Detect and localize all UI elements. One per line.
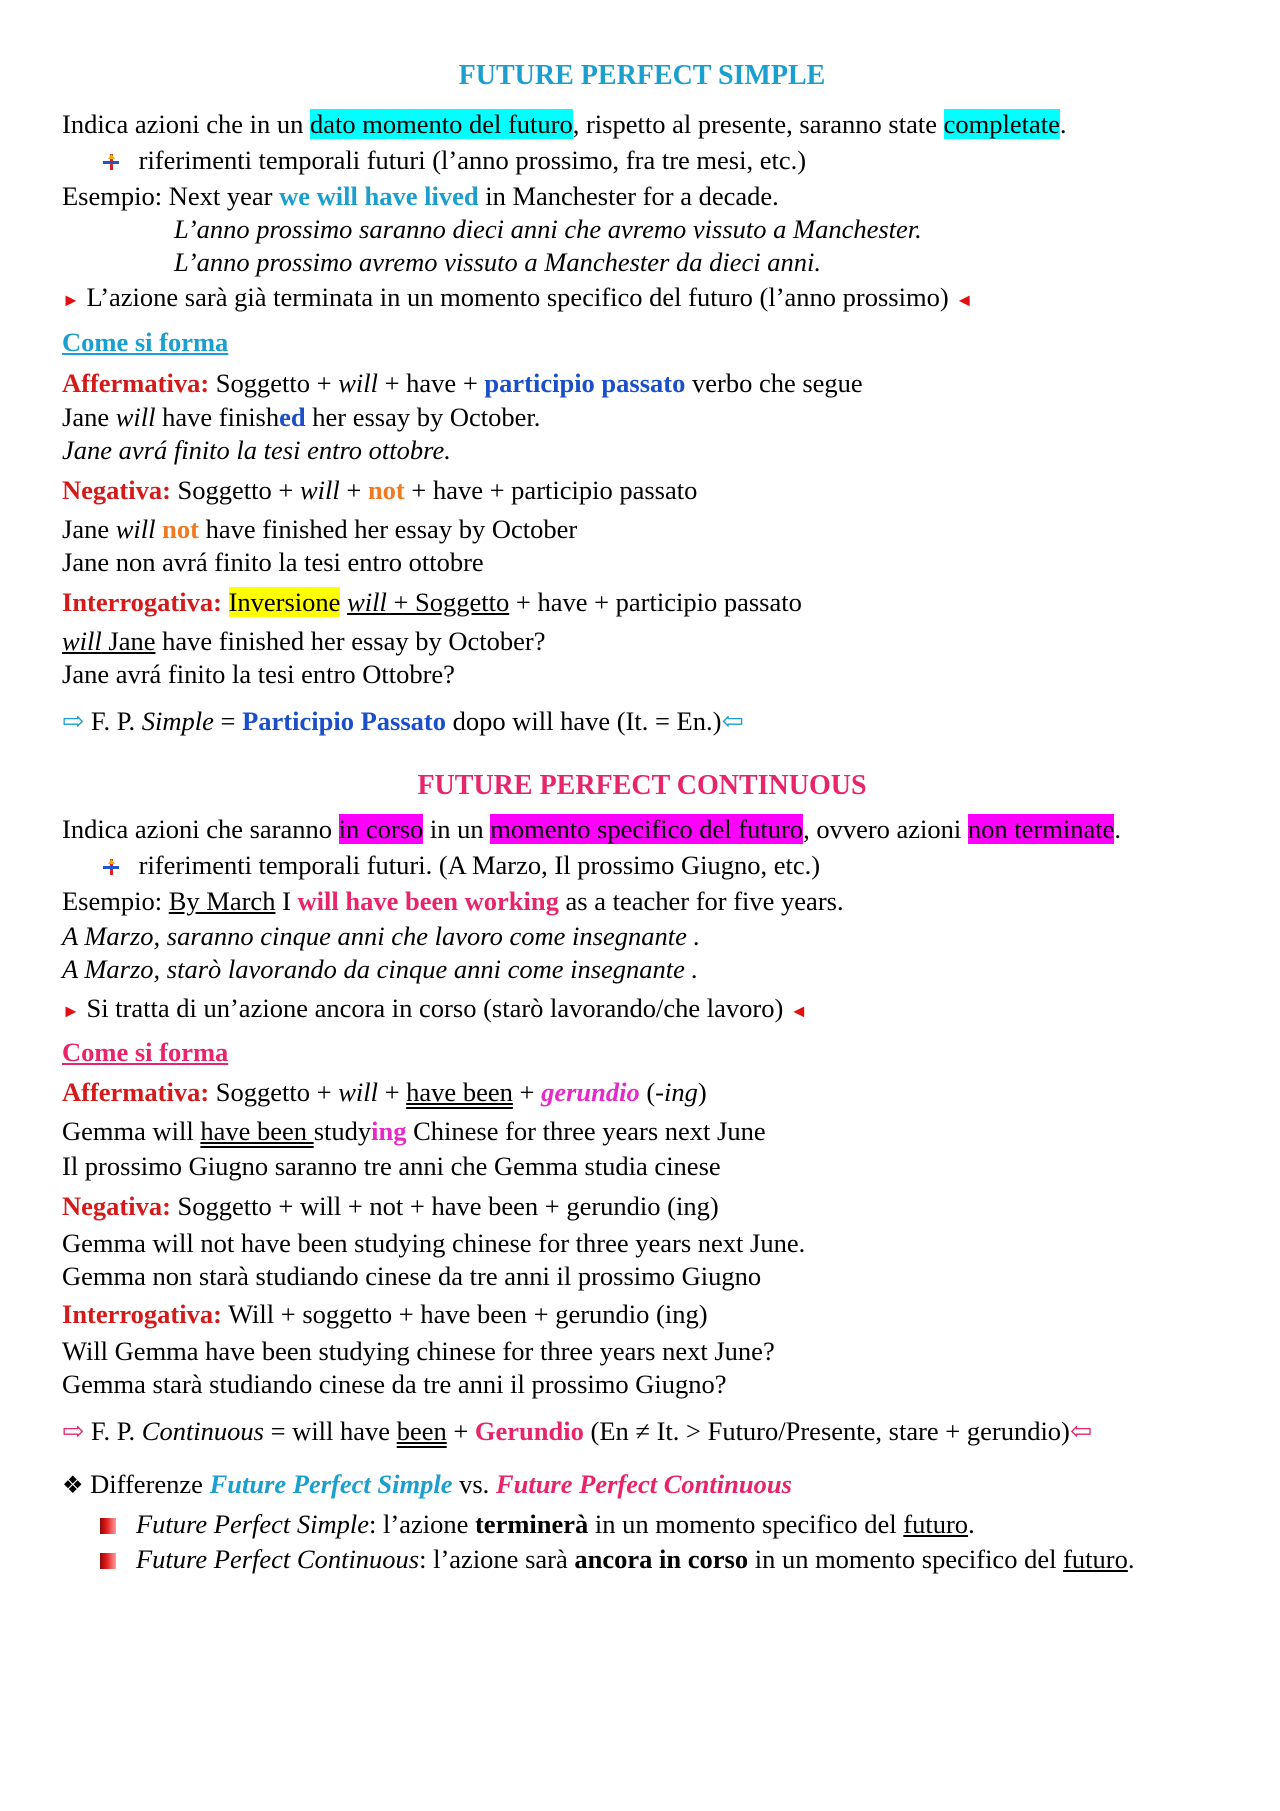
- fpc-note: ► Si tratta di un’azione ancora in corso (starò lavorando/che lavoro) ◄: [62, 993, 808, 1023]
- fps-bullet: riferimenti temporali futuri (l’anno prossimo, fra tre mesi, etc.): [102, 144, 806, 177]
- fps-example-translation-2: L’anno prossimo avremo vissuto a Manchester da dieci anni.: [174, 247, 821, 277]
- fpc-int-translation: Gemma starà studiando cinese da tre anni il prossimo Giugno?: [62, 1369, 727, 1399]
- fps-example-translation-1: L’anno prossimo saranno dieci anni che avremo vissuto a Manchester.: [174, 214, 922, 244]
- bullet-cross-icon: [102, 851, 120, 869]
- bullet-cross-icon: [102, 146, 120, 164]
- triangle-left-icon: ◄: [955, 290, 974, 310]
- fpc-neg-example: Gemma will not have been studying chinese for three years next June.: [62, 1228, 806, 1258]
- fpc-affermativa: Affermativa: Soggetto + will + have been + gerundio (-ing): [62, 1077, 707, 1107]
- highlight: non terminate: [967, 814, 1115, 844]
- fps-note: ► L’azione sarà già terminata in un momento specifico del futuro (l’anno prossimo) ◄: [62, 282, 974, 312]
- fps-int-translation: Jane avrá finito la tesi entro Ottobre?: [62, 659, 455, 689]
- diamond-icon: ❖: [62, 1473, 84, 1499]
- highlight: Inversione: [228, 587, 341, 617]
- fpc-summary: ⇨ F. P. Continuous = will have been + Gerundio (En ≠ It. > Futuro/Presente, stare + gerundio)⇦: [62, 1416, 1093, 1446]
- fps-come-si-forma: Come si forma: [62, 327, 229, 357]
- fpc-int-example: Will Gemma have been studying chinese for three years next June?: [62, 1336, 775, 1366]
- fpc-example: Esempio: By March I will have been working as a teacher for five years.: [62, 886, 844, 916]
- fpc-intro: Indica azioni che saranno in corso in un momento specifico del futuro, ovvero azioni non terminate.: [62, 814, 1121, 844]
- arrow-left-icon: ⇦: [1069, 1416, 1093, 1446]
- fps-intro: Indica azioni che in un dato momento del futuro, rispetto al presente, saranno state completate.: [62, 109, 1067, 139]
- arrow-right-icon: ⇨: [62, 706, 85, 736]
- fpc-example-translation-2: A Marzo, starò lavorando da cinque anni come insegnante .: [62, 954, 699, 984]
- highlight: in corso: [338, 814, 424, 844]
- fpc-bullet: riferimenti temporali futuri. (A Marzo, Il prossimo Giugno, etc.): [102, 849, 820, 882]
- fps-title: FUTURE PERFECT SIMPLE: [458, 60, 826, 91]
- fps-aff-example: Jane will have finished her essay by October.: [62, 402, 541, 432]
- fpc-neg-translation: Gemma non starà studiando cinese da tre anni il prossimo Giugno: [62, 1261, 762, 1291]
- fpc-interrogativa: Interrogativa: Will + soggetto + have been + gerundio (ing): [62, 1299, 708, 1329]
- diff-item-continuous: Future Perfect Continuous: l’azione sarà ancora in corso in un momento specifico del futuro.: [100, 1543, 1134, 1576]
- fps-example: Esempio: Next year we will have lived in Manchester for a decade.: [62, 181, 779, 211]
- diff-heading: ❖ Differenze Future Perfect Simple vs. Future Perfect Continuous: [62, 1469, 792, 1499]
- highlight: dato momento del futuro: [309, 109, 573, 139]
- fps-aff-translation: Jane avrá finito la tesi entro ottobre.: [62, 435, 451, 465]
- fps-interrogativa: Interrogativa: Inversione will + Soggetto + have + participio passato: [62, 587, 802, 617]
- fpc-come-si-forma: Come si forma: [62, 1037, 229, 1067]
- square-bullet-icon: [100, 1518, 116, 1534]
- fpc-title: FUTURE PERFECT CONTINUOUS: [417, 770, 867, 801]
- fpc-aff-translation: Il prossimo Giugno saranno tre anni che Gemma studia cinese: [62, 1151, 721, 1181]
- fps-neg-example: Jane will not have finished her essay by October: [62, 514, 578, 544]
- triangle-right-icon: ►: [62, 290, 80, 310]
- diff-item-simple: Future Perfect Simple: l’azione terminerà in un momento specifico del futuro.: [100, 1508, 975, 1541]
- fpc-negativa: Negativa: Soggetto + will + not + have been + gerundio (ing): [62, 1191, 719, 1221]
- fpc-example-translation-1: A Marzo, saranno cinque anni che lavoro come insegnante .: [62, 921, 701, 951]
- fps-int-example: will Jane have finished her essay by October?: [62, 626, 546, 656]
- highlight: completate: [943, 109, 1060, 139]
- arrow-right-icon: ⇨: [62, 1416, 85, 1446]
- square-bullet-icon: [100, 1553, 116, 1569]
- triangle-left-icon: ◄: [789, 1001, 808, 1021]
- highlight: momento specifico del futuro: [490, 814, 804, 844]
- triangle-right-icon: ►: [62, 1001, 80, 1021]
- arrow-left-icon: ⇦: [721, 706, 744, 736]
- fps-summary: ⇨ F. P. Simple = Participio Passato dopo will have (It. = En.)⇦: [62, 706, 744, 736]
- fps-neg-translation: Jane non avrá finito la tesi entro ottobre: [62, 547, 484, 577]
- fps-affermativa: Affermativa: Soggetto + will + have + participio passato verbo che segue: [62, 368, 863, 398]
- fpc-aff-example: Gemma will have been studying Chinese for three years next June: [62, 1116, 766, 1146]
- fps-negativa: Negativa: Soggetto + will + not + have + participio passato: [62, 475, 698, 505]
